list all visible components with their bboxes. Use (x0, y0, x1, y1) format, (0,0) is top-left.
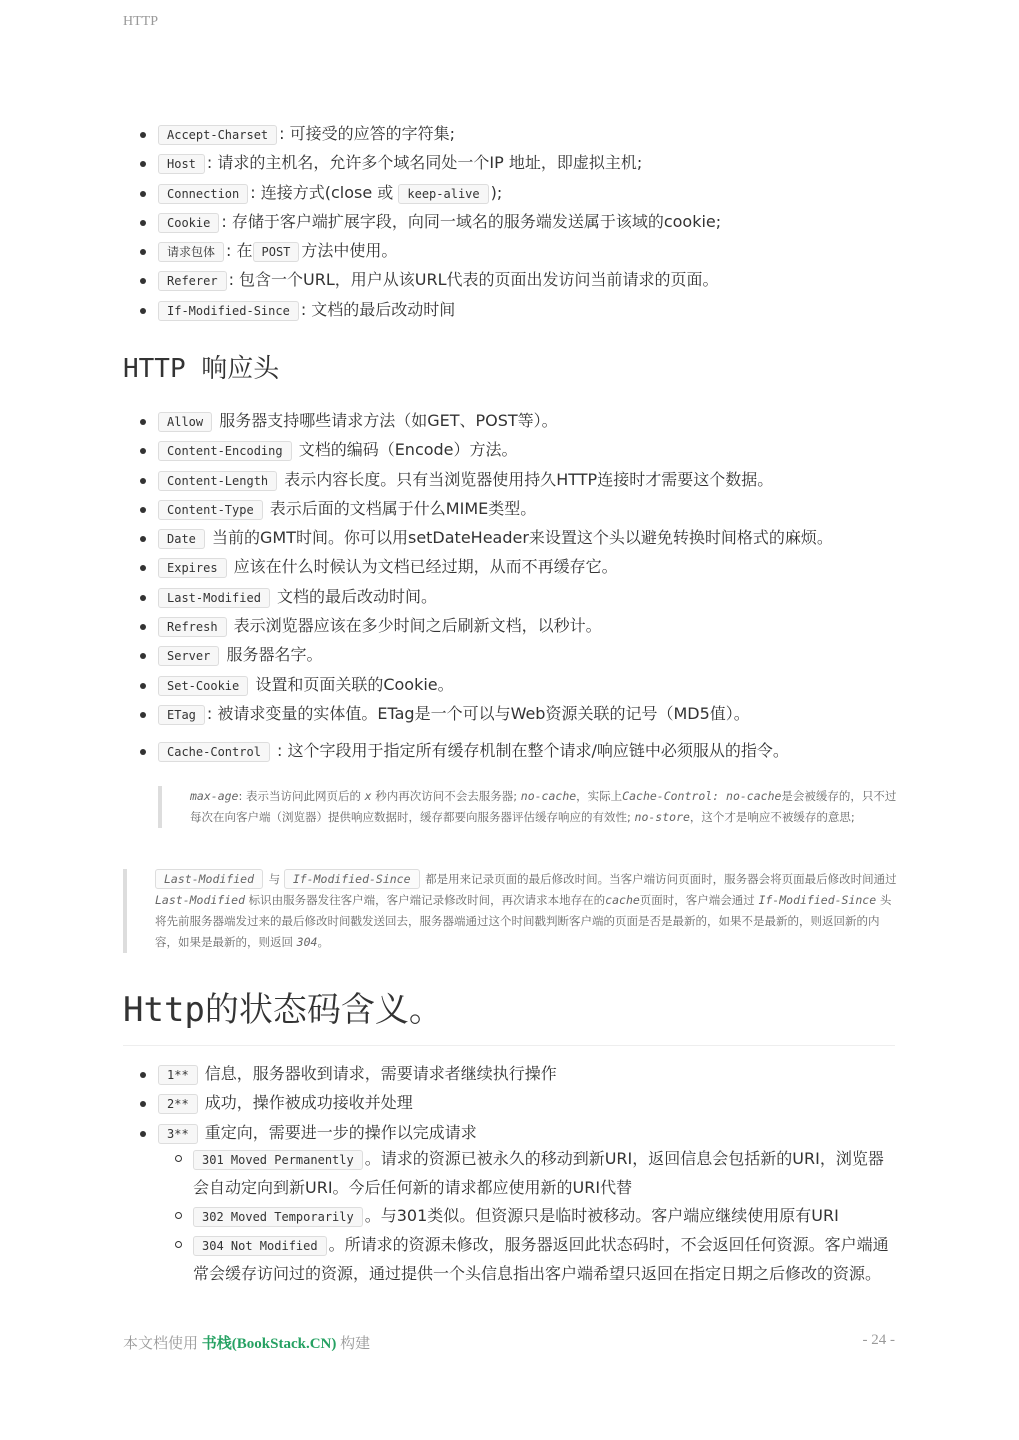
list-item: Content-Encoding 文档的编码（Encode）方法。 (140, 436, 833, 465)
status-code-heading: Http的状态码含义。 (123, 982, 895, 1046)
list-item: Date 当前的GMT时间。你可以用setDateHeader来设置这个头以避免转换时间格式的麻烦。 (140, 524, 833, 553)
status-code-list (140, 1060, 557, 1148)
response-header-list (140, 407, 833, 729)
list-item: Set-Cookie 设置和页面关联的Cookie。 (140, 671, 833, 700)
list-item: If-Modified-Since : 文档的最后改动时间 (140, 296, 721, 325)
list-item: Host : 请求的主机名，允许多个域名同处一个IP 地址，即虚拟主机; (140, 149, 721, 178)
list-item: Connection : 连接方式(close 或 keep-alive ); (140, 179, 721, 208)
list-item: Server 服务器名字。 (140, 641, 833, 670)
list-item: 301 Moved Permanently 。请求的资源已被永久的移动到新URI，返回信息会包括新的URI，浏览器会自动定向到新URI。今后任何新的请求都应使用新的URI代替 (175, 1145, 897, 1202)
list-item: Referer : 包含一个URL，用户从该URL代表的页面出发访问当前请求的页面。 (140, 266, 721, 295)
list-item: Accept-Charset : 可接受的应答的字符集; (140, 120, 721, 149)
list-item: 1** 信息，服务器收到请求，需要请求者继续执行操作 (140, 1060, 557, 1089)
request-header-list (140, 120, 721, 325)
list-item: Refresh 表示浏览器应该在多少时间之后刷新文档，以秒计。 (140, 612, 833, 641)
list-item: 304 Not Modified 。所请求的资源未修改，服务器返回此状态码时，不会返回任何资源。客户端通常会缓存访问过的资源，通过提供一个头信息指出客户端希望只返回在指定日期之后修改的资源。 (175, 1231, 897, 1288)
page-footer: 本文档使用 书栈(BookStack.CN) 构建 - 24 - (123, 1332, 895, 1352)
cache-control-note: max-age: 表示当访问此网页后的 x 秒内再次访问不会去服务器; no-cache，实际上Cache-Control: no-cache是会被缓存的，只不过每次在向客户端（浏览器）提供响应数据时，缓存都要向服务器评估缓存响应的有效性; no-store，这个才是响应不被缓存的意思; (158, 786, 906, 828)
list-item: Cookie : 存储于客户端扩展字段，向同一域名的服务端发送属于该域的cookie; (140, 208, 721, 237)
list-item: Last-Modified 文档的最后改动时间。 (140, 583, 833, 612)
list-item: Expires 应该在什么时候认为文档已经过期，从而不再缓存它。 (140, 553, 833, 582)
list-item: ETag : 被请求变量的实体值。ETag是一个可以与Web资源关联的记号（MD5值）。 (140, 700, 833, 729)
list-item: 302 Moved Temporarily 。与301类似。但资源只是临时被移动。客户端应继续使用原有URI (175, 1202, 897, 1231)
list-item: Content-Type 表示后面的文档属于什么MIME类型。 (140, 495, 833, 524)
list-item: Content-Length 表示内容长度。只有当浏览器使用持久HTTP连接时才需要这个数据。 (140, 466, 833, 495)
list-item: 2** 成功，操作被成功接收并处理 (140, 1089, 557, 1118)
response-header-heading: HTTP 响应头 (123, 354, 280, 384)
redirect-code-list (175, 1145, 897, 1288)
list-item: Cache-Control : 这个字段用于指定所有缓存机制在整个请求/响应链中必须服从的指令。 (140, 737, 789, 766)
list-item: Allow 服务器支持哪些请求方法（如GET、POST等）。 (140, 407, 833, 436)
page-number: - 24 - (862, 1332, 895, 1348)
last-modified-note: Last-Modified 与 If-Modified-Since 都是用来记录页面的最后修改时间。当客户端访问页面时，服务器会将页面最后修改时间通过 Last-Modified 标识由服务器发往客户端，客户端记录修改时间，再次请求本地存在的cache页面时，客户端会通过 If-Modified-Since 头将先前服务器端发过来的最后修改时间戳发送回去，服务器端通过这个时间戳判断客户端的页面是否是最新的，如果不是最新的，则返回新的内容，如果是最新的，则返回 304。 (123, 869, 900, 953)
list-item: 3** 重定向，需要进一步的操作以完成请求 (140, 1119, 557, 1148)
bookstack-link[interactable]: 书栈(BookStack.CN) (201, 1336, 337, 1352)
list-item: 请求包体 : 在 POST 方法中使用。 (140, 237, 721, 266)
running-header: HTTP (123, 14, 158, 29)
cache-control-list (140, 737, 789, 766)
